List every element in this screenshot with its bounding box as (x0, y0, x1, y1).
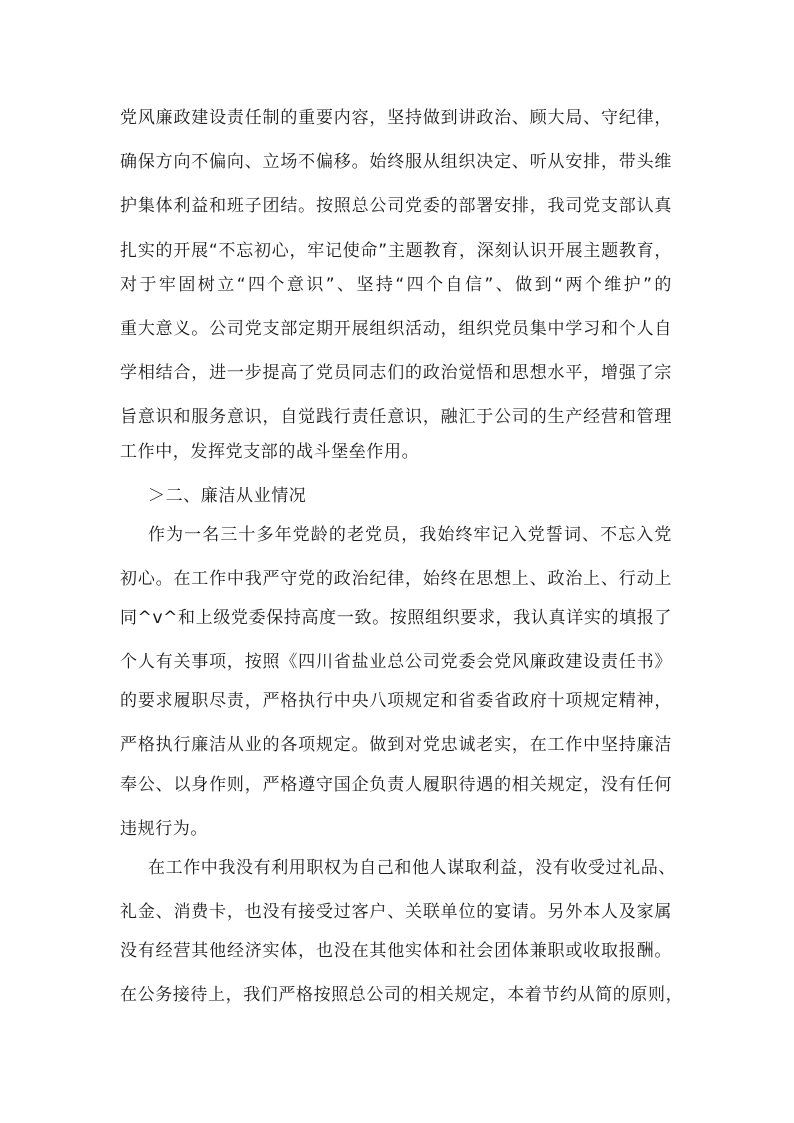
body-text-line: 严格执行廉洁从业的各项规定。做到对党忠诚老实，在工作中坚持廉洁 (120, 735, 672, 755)
body-text-line: 在公务接待上，我们严格按照总公司的相关规定，本着节约从简的原则， (120, 985, 684, 1005)
body-text-line: 个人有关事项，按照《四川省盐业总公司党委会党风廉政建设责任书》 (120, 652, 672, 672)
body-text-line: 作为一名三十多年党龄的老党员，我始终牢记入党誓词、不忘入党 (148, 525, 672, 545)
body-text-line: 初心。在工作中我严守党的政治纪律，始终在思想上、政治上、行动上 (120, 569, 672, 589)
body-text-line: 礼金、消费卡，也没有接受过客户、关联单位的宴请。另外本人及家属 (120, 902, 672, 922)
body-text-line: 护集体利益和班子团结。按照总公司党委的部署安排，我司党支部认真 (120, 196, 672, 216)
body-text-line: 在工作中我没有利用职权为自己和他人谋取利益，没有收受过礼品、 (148, 858, 676, 878)
body-text-line: 扎实的开展“不忘初心，牢记使命”主题教育，深刻认识开展主题教育， (120, 241, 672, 261)
body-text-line: 学相结合，进一步提高了党员同志们的政治觉悟和思想水平，增强了宗 (120, 363, 672, 383)
body-text-line: 同^v^和上级党委保持高度一致。按照组织要求，我认真详实的填报了 (120, 608, 672, 628)
body-text-line: 工作中，发挥党支部的战斗堡垒作用。 (120, 442, 420, 462)
body-text-line: 违规行为。 (120, 819, 208, 839)
body-text-line: 对于牢固树立“四个意识”、坚持“四个自信”、做到“两个维护”的 (120, 275, 672, 295)
body-text-line: 旨意识和服务意识，自觉践行责任意识，融汇于公司的生产经营和管理 (120, 407, 672, 427)
body-text-line: 重大意义。公司党支部定期开展组织活动，组织党员集中学习和个人自 (120, 319, 672, 339)
body-text-line: 党风廉政建设责任制的重要内容，坚持做到讲政治、顾大局、守纪律， (120, 108, 672, 128)
body-text-line: 的要求履职尽责，严格执行中央八项规定和省委省政府十项规定精神， (120, 691, 672, 711)
body-text-line: 没有经营其他经济实体，也没在其他实体和社会团体兼职或收取报酬。 (120, 941, 672, 961)
section-heading: ＞二、廉洁从业情况 (148, 486, 307, 506)
body-text-line: 确保方向不偏向、立场不偏移。始终服从组织决定、听从安排，带头维 (120, 152, 672, 172)
body-text-line: 奉公、以身作则，严格遵守国企负责人履职待遇的相关规定，没有任何 (120, 775, 672, 795)
